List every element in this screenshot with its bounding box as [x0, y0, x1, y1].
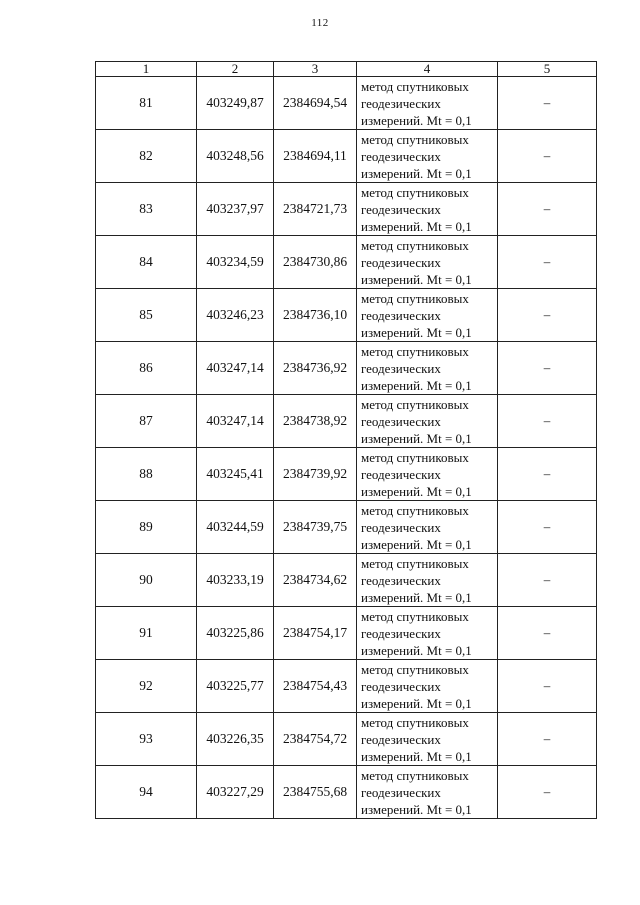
x-coordinate-cell: 403248,56: [197, 130, 274, 183]
method-line: измерений. Mt = 0,1: [361, 642, 472, 658]
table-row: [96, 395, 597, 448]
method-line: измерений. Mt = 0,1: [361, 112, 472, 128]
method-line: геодезических: [361, 572, 441, 588]
table-row: [96, 77, 597, 130]
method-line: метод спутниковых: [361, 767, 469, 783]
x-coordinate-cell: 403234,59: [197, 236, 274, 289]
point-number-cell: 82: [96, 130, 197, 183]
table-row: [96, 766, 597, 819]
y-coordinate-cell: 2384739,92: [274, 448, 357, 501]
x-coordinate-cell: 403225,77: [197, 660, 274, 713]
method-line: измерений. Mt = 0,1: [361, 801, 472, 817]
method-line: геодезических: [361, 413, 441, 429]
method-line: метод спутниковых: [361, 661, 469, 677]
point-number-cell: 91: [96, 607, 197, 660]
method-cell: [357, 713, 498, 766]
y-coordinate-cell: 2384721,73: [274, 183, 357, 236]
method-line: геодезических: [361, 784, 441, 800]
point-number-cell: 86: [96, 342, 197, 395]
y-coordinate-cell: 2384739,75: [274, 501, 357, 554]
x-coordinate-cell: 403247,14: [197, 395, 274, 448]
x-coordinate-cell: 403227,29: [197, 766, 274, 819]
method-line: геодезических: [361, 625, 441, 641]
note-cell: –: [498, 554, 597, 607]
note-cell: –: [498, 395, 597, 448]
method-line: измерений. Mt = 0,1: [361, 324, 472, 340]
note-cell: –: [498, 660, 597, 713]
method-line: измерений. Mt = 0,1: [361, 271, 472, 287]
table-row: [96, 660, 597, 713]
note-cell: –: [498, 448, 597, 501]
method-line: измерений. Mt = 0,1: [361, 589, 472, 605]
method-line: измерений. Mt = 0,1: [361, 165, 472, 181]
note-cell: –: [498, 183, 597, 236]
method-line: метод спутниковых: [361, 290, 469, 306]
method-line: геодезических: [361, 731, 441, 747]
method-cell: [357, 130, 498, 183]
x-coordinate-cell: 403233,19: [197, 554, 274, 607]
point-number-cell: 92: [96, 660, 197, 713]
method-line: метод спутниковых: [361, 237, 469, 253]
note-cell: –: [498, 236, 597, 289]
note-cell: –: [498, 77, 597, 130]
method-line: метод спутниковых: [361, 714, 469, 730]
note-cell: –: [498, 289, 597, 342]
method-line: измерений. Mt = 0,1: [361, 695, 472, 711]
table-row: [96, 607, 597, 660]
method-cell: [357, 448, 498, 501]
method-cell: [357, 342, 498, 395]
point-number-cell: 83: [96, 183, 197, 236]
method-line: измерений. Mt = 0,1: [361, 483, 472, 499]
table-header-row: [96, 62, 597, 77]
table-row: [96, 501, 597, 554]
table-row: [96, 130, 597, 183]
method-line: измерений. Mt = 0,1: [361, 430, 472, 446]
x-coordinate-cell: 403237,97: [197, 183, 274, 236]
x-coordinate-cell: 403249,87: [197, 77, 274, 130]
point-number-cell: 88: [96, 448, 197, 501]
method-line: геодезических: [361, 307, 441, 323]
table-row: [96, 183, 597, 236]
method-cell: [357, 766, 498, 819]
method-line: метод спутниковых: [361, 78, 469, 94]
note-cell: –: [498, 342, 597, 395]
table-row: [96, 342, 597, 395]
point-number-cell: 93: [96, 713, 197, 766]
method-line: геодезических: [361, 254, 441, 270]
method-line: геодезических: [361, 519, 441, 535]
method-line: измерений. Mt = 0,1: [361, 536, 472, 552]
method-line: метод спутниковых: [361, 131, 469, 147]
method-line: метод спутниковых: [361, 502, 469, 518]
y-coordinate-cell: 2384754,43: [274, 660, 357, 713]
point-number-cell: 85: [96, 289, 197, 342]
method-line: метод спутниковых: [361, 396, 469, 412]
x-coordinate-cell: 403247,14: [197, 342, 274, 395]
table-row: [96, 236, 597, 289]
point-number-cell: 87: [96, 395, 197, 448]
y-coordinate-cell: 2384755,68: [274, 766, 357, 819]
method-cell: [357, 660, 498, 713]
method-line: метод спутниковых: [361, 343, 469, 359]
method-line: геодезических: [361, 678, 441, 694]
point-number-cell: 84: [96, 236, 197, 289]
method-line: измерений. Mt = 0,1: [361, 748, 472, 764]
point-number-cell: 89: [96, 501, 197, 554]
note-cell: –: [498, 607, 597, 660]
point-number-cell: 90: [96, 554, 197, 607]
method-line: геодезических: [361, 466, 441, 482]
method-line: измерений. Mt = 0,1: [361, 218, 472, 234]
method-line: метод спутниковых: [361, 449, 469, 465]
table-row: [96, 713, 597, 766]
method-cell: [357, 501, 498, 554]
point-number-cell: 94: [96, 766, 197, 819]
method-cell: [357, 183, 498, 236]
y-coordinate-cell: 2384730,86: [274, 236, 357, 289]
column-header-5: 5: [498, 62, 597, 77]
note-cell: –: [498, 501, 597, 554]
x-coordinate-cell: 403226,35: [197, 713, 274, 766]
method-cell: [357, 236, 498, 289]
method-line: метод спутниковых: [361, 555, 469, 571]
method-line: геодезических: [361, 95, 441, 111]
column-header-1: 1: [96, 62, 197, 77]
column-header-3: 3: [274, 62, 357, 77]
column-header-4: 4: [357, 62, 498, 77]
method-line: измерений. Mt = 0,1: [361, 377, 472, 393]
y-coordinate-cell: 2384694,54: [274, 77, 357, 130]
note-cell: –: [498, 713, 597, 766]
column-header-2: 2: [197, 62, 274, 77]
y-coordinate-cell: 2384754,72: [274, 713, 357, 766]
x-coordinate-cell: 403246,23: [197, 289, 274, 342]
method-line: геодезических: [361, 360, 441, 376]
table-row: [96, 448, 597, 501]
table-body: [96, 77, 597, 819]
table-row: [96, 289, 597, 342]
method-cell: [357, 289, 498, 342]
point-number-cell: 81: [96, 77, 197, 130]
y-coordinate-cell: 2384754,17: [274, 607, 357, 660]
note-cell: –: [498, 130, 597, 183]
x-coordinate-cell: 403225,86: [197, 607, 274, 660]
method-line: геодезических: [361, 148, 441, 164]
method-cell: [357, 607, 498, 660]
method-cell: [357, 395, 498, 448]
y-coordinate-cell: 2384738,92: [274, 395, 357, 448]
y-coordinate-cell: 2384736,92: [274, 342, 357, 395]
page-number: 112: [311, 17, 329, 29]
method-cell: [357, 77, 498, 130]
method-line: метод спутниковых: [361, 184, 469, 200]
method-line: геодезических: [361, 201, 441, 217]
method-cell: [357, 554, 498, 607]
method-line: метод спутниковых: [361, 608, 469, 624]
note-cell: –: [498, 766, 597, 819]
y-coordinate-cell: 2384694,11: [274, 130, 357, 183]
x-coordinate-cell: 403244,59: [197, 501, 274, 554]
y-coordinate-cell: 2384734,62: [274, 554, 357, 607]
table-row: [96, 554, 597, 607]
x-coordinate-cell: 403245,41: [197, 448, 274, 501]
coordinates-table: [95, 61, 597, 819]
y-coordinate-cell: 2384736,10: [274, 289, 357, 342]
